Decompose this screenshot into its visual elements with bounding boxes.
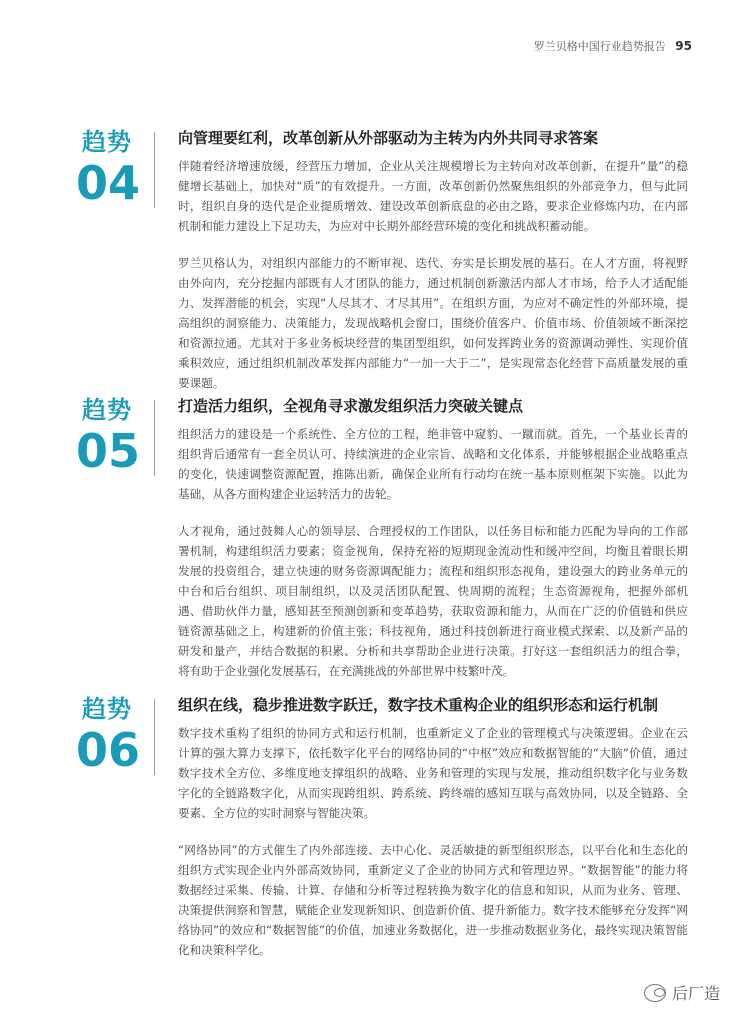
trend-number: 05	[76, 424, 141, 478]
trend-label	[76, 396, 141, 478]
paragraph: “网络协同”的方式催生了内外部连接、去中心化、灵活敏捷的新型组织形态，以平台化和生态化的组织方式实现企业内外部高效协同，重新定义了企业的协同方式和管理边界。“数据智能”的能力将数据经过采集、传输、计算、存储和分析等过程转换为数字化的信息和知识，从而为业务、管理、决策提供洞察和智慧，赋能企业发现新知识、创造新价值、提升新能力。数字技术能够充分发挥“网络协同”的效应和“数据智能”的价值，加速业务数据化，进一步推动数据业务化，最终实现决策智能化和决策科学化。	[178, 843, 688, 957]
trend-content	[178, 695, 688, 977]
paragraph: 人才视角，通过鼓舞人心的领导层、合理授权的工作团队，以任务目标和能力匹配为导向的工作部署机制，构建组织活力要素；资金视角，保持充裕的短期现金流动性和缓冲空间，均衡且着眼长期发展的投资组合，建立快速的财务资源调配能力；流程和组织形态视角，建设强大的跨业务单元的中台和后台组织、项目制组织，以及灵活团队配置、快周期的流程；生态资源视角，把握外部机遇、借助伙伴力量，感知甚至预测创新和变革趋势，获取资源和能力，从而在广泛的价值链和供应链资源基础之上，构建新的价值主张；科技视角，通过科技创新进行商业模式探索、以及新产品的研发和量产，并结合数据的积累、分析和共享帮助企业进行决策。打好这一套组织活力的组合拳，将有助于企业强化发展基石，在充满挑战的外部世界中枝繁叶茂。	[178, 524, 688, 678]
divider-line	[154, 699, 155, 775]
trend-label-text: 趋势	[82, 128, 132, 156]
wechat-icon	[644, 984, 666, 1002]
page-number: 95	[675, 39, 692, 53]
page-header	[534, 38, 692, 54]
watermark-text: 后厂造	[671, 984, 720, 1003]
trend-number: 06	[76, 723, 141, 777]
trend-content	[178, 396, 688, 698]
paragraph: 伴随着经济增速放缓，经营压力增加，企业从关注规模增长为主转向对改革创新，在提升“量”的稳健增长基础上，加快对“质”的有效提升。一方面，改革创新仍然聚焦组织的外部竞争力，但与此同时，组织自身的迭代是企业提质增效、建设改革创新底盘的必由之路，要求企业修炼内功，在内部机制和能力建设上下足功夫，为应对中长期外部经营环境的变化和挑战积蓄动能。	[178, 159, 688, 233]
paragraph: 罗兰贝格认为，对组织内部能力的不断审视、迭代、夯实是长期发展的基石。在人才方面，将视野由外向内，充分挖掘内部既有人才团队的能力，通过机制创新激活内部人才市场，给予人才适配能力、发挥潜能的机会，实现“人尽其才、才尽其用”。在组织方面，为应对不确定性的外部环境，提高组织的洞察能力、决策能力，发现战略机会窗口，围绕价值客户、价值市场、价值领域不断深挖和资源拉通。尤其对于多业务板块经营的集团型组织，如何发挥跨业务的资源调动弹性、实现价值乘积效应，通过组织机制改革发挥内部能力“一加一大于二”，是实现常态化经营下高质量发展的重要课题。	[178, 256, 688, 390]
trend-label	[76, 695, 141, 777]
trend-number: 04	[76, 156, 141, 210]
paragraph: 组织活力的建设是一个系统性、全方位的工程，绝非管中窥豹、一蹴而就。首先，一个基业长青的组织背后通常有一套全员认可、持续演进的企业宗旨、战略和文化体系，并能够根据企业战略重点的变化，快速调整资源配置，推陈出新，确保企业所有行动均在统一基本原则框架下实施。以此为基础，从各方面构建企业运转活力的齿轮。	[178, 427, 688, 501]
paragraph: 数字技术重构了组织的协同方式和运行机制，也重新定义了企业的管理模式与决策逻辑。企业在云计算的强大算力支撑下，依托数字化平台的网络协同的“中枢”效应和数据智能的“大脑”价值，通过数字技术全方位、多维度地支撑组织的战略、业务和管理的实现与发展，推动组织数字化与业务数字化的全链路数字化，从而实现跨组织、跨系统、跨终端的感知互联与高效协同，以及全链路、全要素、全方位的实时洞察与智能决策。	[178, 726, 688, 820]
trend-content	[178, 128, 688, 410]
trend-title: 向管理要红利，改革创新从外部驱动为主转为内外共同寻求答案	[178, 129, 599, 147]
trend-label-text: 趋势	[82, 396, 132, 424]
trend-title: 打造活力组织，全视角寻求激发组织活力突破关键点	[178, 397, 524, 415]
divider-line	[154, 132, 155, 208]
trend-label	[76, 128, 141, 210]
trend-label-text: 趋势	[82, 695, 132, 723]
trend-title: 组织在线，稳步推进数字跃迁，数字技术重构企业的组织形态和运行机制	[178, 696, 659, 714]
report-title: 罗兰贝格中国行业趋势报告	[533, 40, 666, 53]
divider-line	[154, 400, 155, 476]
watermark	[644, 981, 720, 1004]
